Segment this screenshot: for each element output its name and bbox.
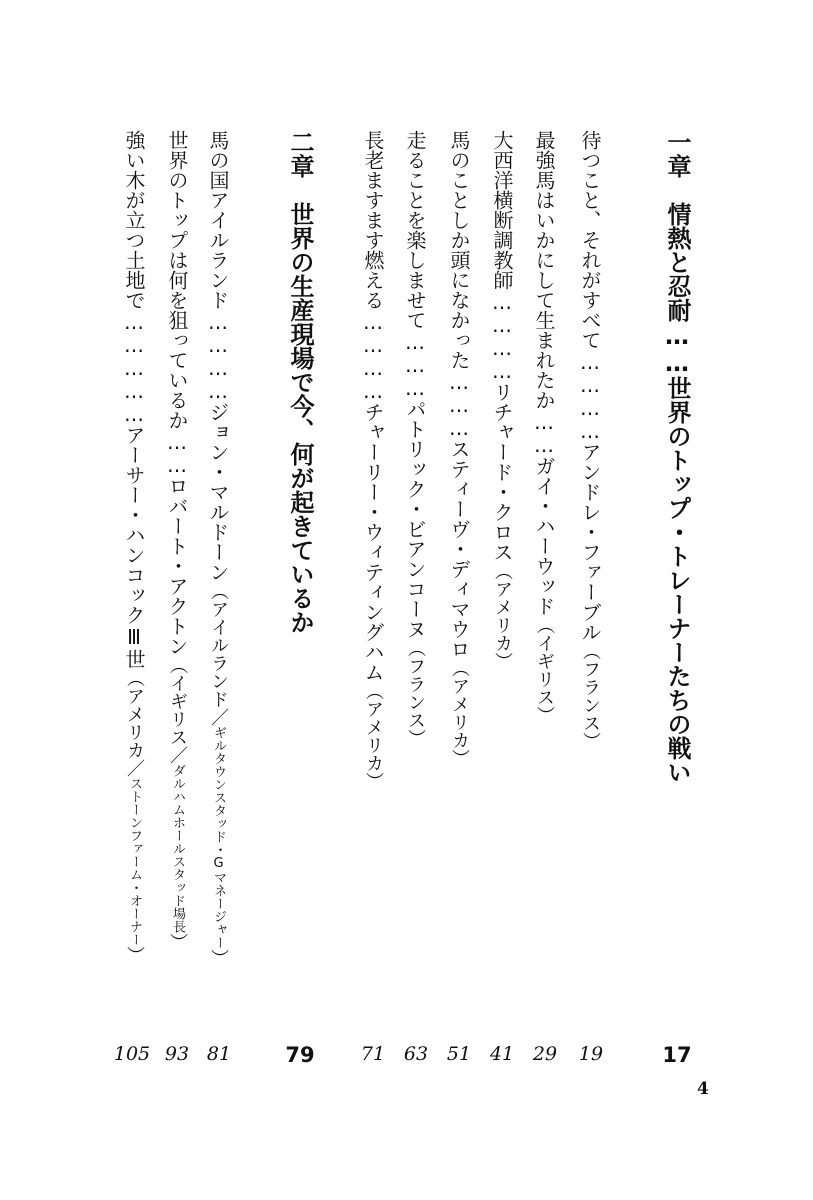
note-close: ） bbox=[208, 949, 229, 967]
entry-person: スティーヴ・ディマウロ bbox=[447, 439, 471, 659]
chapter-1-title: 一章 情熱と忍耐 bbox=[663, 130, 691, 322]
entry-note bbox=[167, 656, 188, 951]
toc-entry bbox=[527, 130, 561, 1010]
entry-title: 長老ますます燃える bbox=[361, 130, 385, 310]
leader-dots: …… bbox=[165, 430, 189, 476]
entry-title: 最強馬はいかにして生まれたか bbox=[532, 130, 556, 410]
entry-title: 馬のことしか頭になかった bbox=[447, 130, 471, 370]
entry-page-number: 105 bbox=[113, 1043, 151, 1065]
note-close: ） bbox=[167, 933, 188, 951]
note-role: ストーンファーム・オーナー bbox=[127, 777, 142, 946]
leader-dots: ………… bbox=[490, 290, 514, 382]
entry-title: 待つこと、それがすべて bbox=[578, 130, 602, 350]
entry-note: （フランス） bbox=[580, 642, 601, 750]
toc-entry bbox=[117, 130, 151, 1010]
entry-page-number: 19 bbox=[578, 1043, 604, 1065]
note-role: ギルタウンスタッド・Gマネージャー bbox=[211, 726, 226, 949]
note-close: ） bbox=[124, 946, 145, 964]
chapter-1-heading bbox=[660, 130, 694, 1010]
entry-person: アーサー・ハンコックⅢ世 bbox=[122, 425, 146, 669]
entry-page-number: 63 bbox=[403, 1043, 429, 1065]
entry-page-number: 51 bbox=[446, 1043, 472, 1065]
entry-title: 強い木が立つ土地で bbox=[122, 130, 146, 310]
note-role: ダルハムホールスタッド場長 bbox=[170, 764, 185, 933]
chapter-2-title: 二章 世界の生産現場で今、何が起きているか bbox=[286, 130, 314, 634]
leader-dots: ……… bbox=[403, 330, 427, 399]
page-number: 4 bbox=[697, 1079, 709, 1099]
entry-note: （フランス） bbox=[405, 639, 426, 747]
note-open: （イギリス／ bbox=[167, 656, 188, 764]
chapter-1-subtitle: 世界のトップ・トレーナーたちの戦い bbox=[663, 376, 691, 784]
entry-page-number: 93 bbox=[164, 1043, 190, 1065]
leader-dots: …… bbox=[532, 410, 556, 456]
leader-dots: …………… bbox=[122, 310, 146, 425]
entry-note bbox=[208, 582, 229, 967]
chapter-1-page-number: 17 bbox=[662, 1043, 692, 1067]
entry-page-number: 81 bbox=[206, 1043, 232, 1065]
entry-note bbox=[124, 669, 145, 964]
toc-entry bbox=[356, 130, 390, 1010]
entry-title: 走ることを楽しませて bbox=[403, 130, 427, 330]
entry-title: 馬の国アイルランド bbox=[206, 130, 230, 310]
entry-note: （アメリカ） bbox=[449, 659, 470, 767]
entry-note: （アメリカ） bbox=[492, 562, 513, 670]
entry-title: 大西洋横断調教師 bbox=[490, 130, 514, 290]
entry-person: ロバート・アクトン bbox=[165, 476, 189, 656]
leader-dots: ………… bbox=[361, 310, 385, 402]
entry-note: （アメリカ） bbox=[363, 682, 384, 790]
leader-dots: …… bbox=[663, 322, 691, 376]
toc-entry bbox=[573, 130, 607, 1010]
toc-entry bbox=[160, 130, 194, 1010]
entry-person: パトリック・ビアンコーヌ bbox=[403, 399, 427, 639]
entry-person: アンドレ・ファーブル bbox=[578, 442, 602, 642]
entry-page-number: 41 bbox=[489, 1043, 515, 1065]
leader-dots: ……… bbox=[447, 370, 471, 439]
entry-person: ガイ・ハーウッド bbox=[532, 456, 556, 616]
entry-title: 世界のトップは何を狙っているか bbox=[165, 130, 189, 430]
toc-entry bbox=[442, 130, 476, 1010]
entry-person: チャーリー・ウィティングハム bbox=[361, 402, 385, 682]
entry-person: ジョン・マルドーン bbox=[206, 402, 230, 582]
toc-entry bbox=[485, 130, 519, 1010]
entry-person: リチャード・クロス bbox=[490, 382, 514, 562]
chapter-2-heading bbox=[283, 130, 317, 1010]
note-open: （アメリカ／ bbox=[124, 669, 145, 777]
leader-dots: ………… bbox=[206, 310, 230, 402]
toc-entry bbox=[398, 130, 432, 1010]
toc-entry bbox=[201, 130, 235, 1010]
entry-page-number: 71 bbox=[360, 1043, 386, 1065]
leader-dots: ………… bbox=[578, 350, 602, 442]
note-open: （アイルランド／ bbox=[208, 582, 229, 726]
entry-page-number: 29 bbox=[532, 1043, 558, 1065]
chapter-2-page-number: 79 bbox=[285, 1043, 315, 1067]
entry-note: （イギリス） bbox=[534, 616, 555, 724]
